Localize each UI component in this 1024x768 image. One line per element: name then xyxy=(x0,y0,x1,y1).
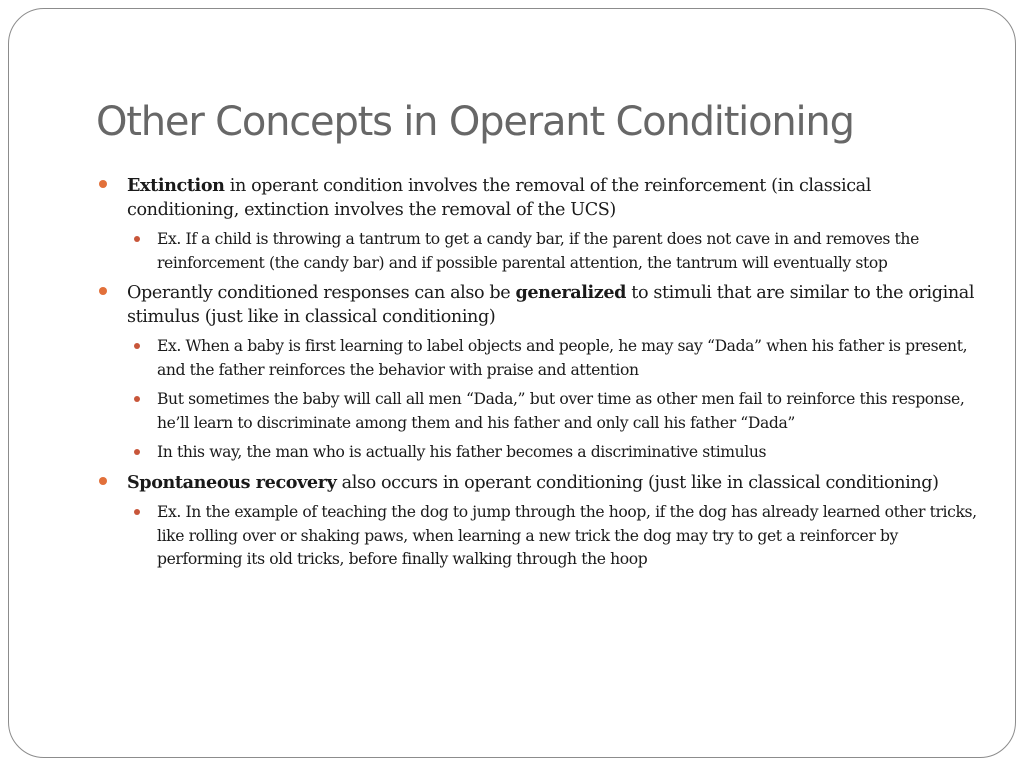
sub-bullet-text: Ex. In the example of teaching the dog to jump through the hoop, if the dog has already learned other tricks, like rolling over or shaking paws, when learning a new trick the dog may try to get a reinforcer by performing its old tricks, before finally walking through the hoop xyxy=(157,503,977,568)
bullet-dot xyxy=(99,287,107,295)
term-generalized: generalized xyxy=(515,282,627,303)
sub-bullet-discriminate xyxy=(157,388,979,435)
sub-bullet-text: But sometimes the baby will call all men “Dada,” but over time as other men fail to reinforce this response, he’ll learn to discriminate among them and his father and only call his father “Dada” xyxy=(157,390,965,432)
term-extinction: Extinction xyxy=(127,175,225,196)
bullet-text: also occurs in operant conditioning (just like in classical conditioning) xyxy=(336,472,939,493)
sub-bullet-dog-example xyxy=(157,501,979,572)
sub-bullet-dot xyxy=(134,509,140,515)
slide-frame xyxy=(8,8,1016,758)
bullet-text-pre: Operantly conditioned responses can also be xyxy=(127,283,516,303)
bullet-dot xyxy=(99,477,107,485)
sub-bullet-discriminative-stimulus xyxy=(157,441,979,465)
bullet-extinction xyxy=(99,174,979,222)
sub-bullet-text: Ex. If a child is throwing a tantrum to get a candy bar, if the parent does not cave in and removes the reinforcement (the candy bar) and if possible parental attention, the tantrum will eventually stop xyxy=(157,230,919,272)
bullet-text: in operant condition involves the removal of the reinforcement (in classical conditioning, extinction involves the removal of the UCS) xyxy=(127,176,871,220)
slide-content xyxy=(99,174,979,578)
bullet-dot xyxy=(99,180,107,188)
bullet-text: to stimuli that are similar to the original stimulus (just like in classical conditioning) xyxy=(127,283,975,327)
sub-bullet-text: In this way, the man who is actually his father becomes a discriminative stimulus xyxy=(157,443,767,461)
bullet-spontaneous-recovery xyxy=(99,471,979,496)
sub-bullet-extinction-example xyxy=(157,228,979,275)
term-spontaneous-recovery: Spontaneous recovery xyxy=(127,471,337,493)
sub-bullet-dada-example xyxy=(157,335,979,382)
sub-bullet-dot xyxy=(134,396,140,402)
bullet-generalized xyxy=(99,281,979,329)
sub-bullet-text: Ex. When a baby is first learning to label objects and people, he may say “Dada” when his father is present, and the father reinforces the behavior with praise and attention xyxy=(157,337,968,379)
sub-bullet-dot xyxy=(134,449,140,455)
slide-title: Other Concepts in Operant Conditioning xyxy=(96,99,854,145)
sub-bullet-dot xyxy=(134,343,140,349)
sub-bullet-dot xyxy=(134,236,140,242)
